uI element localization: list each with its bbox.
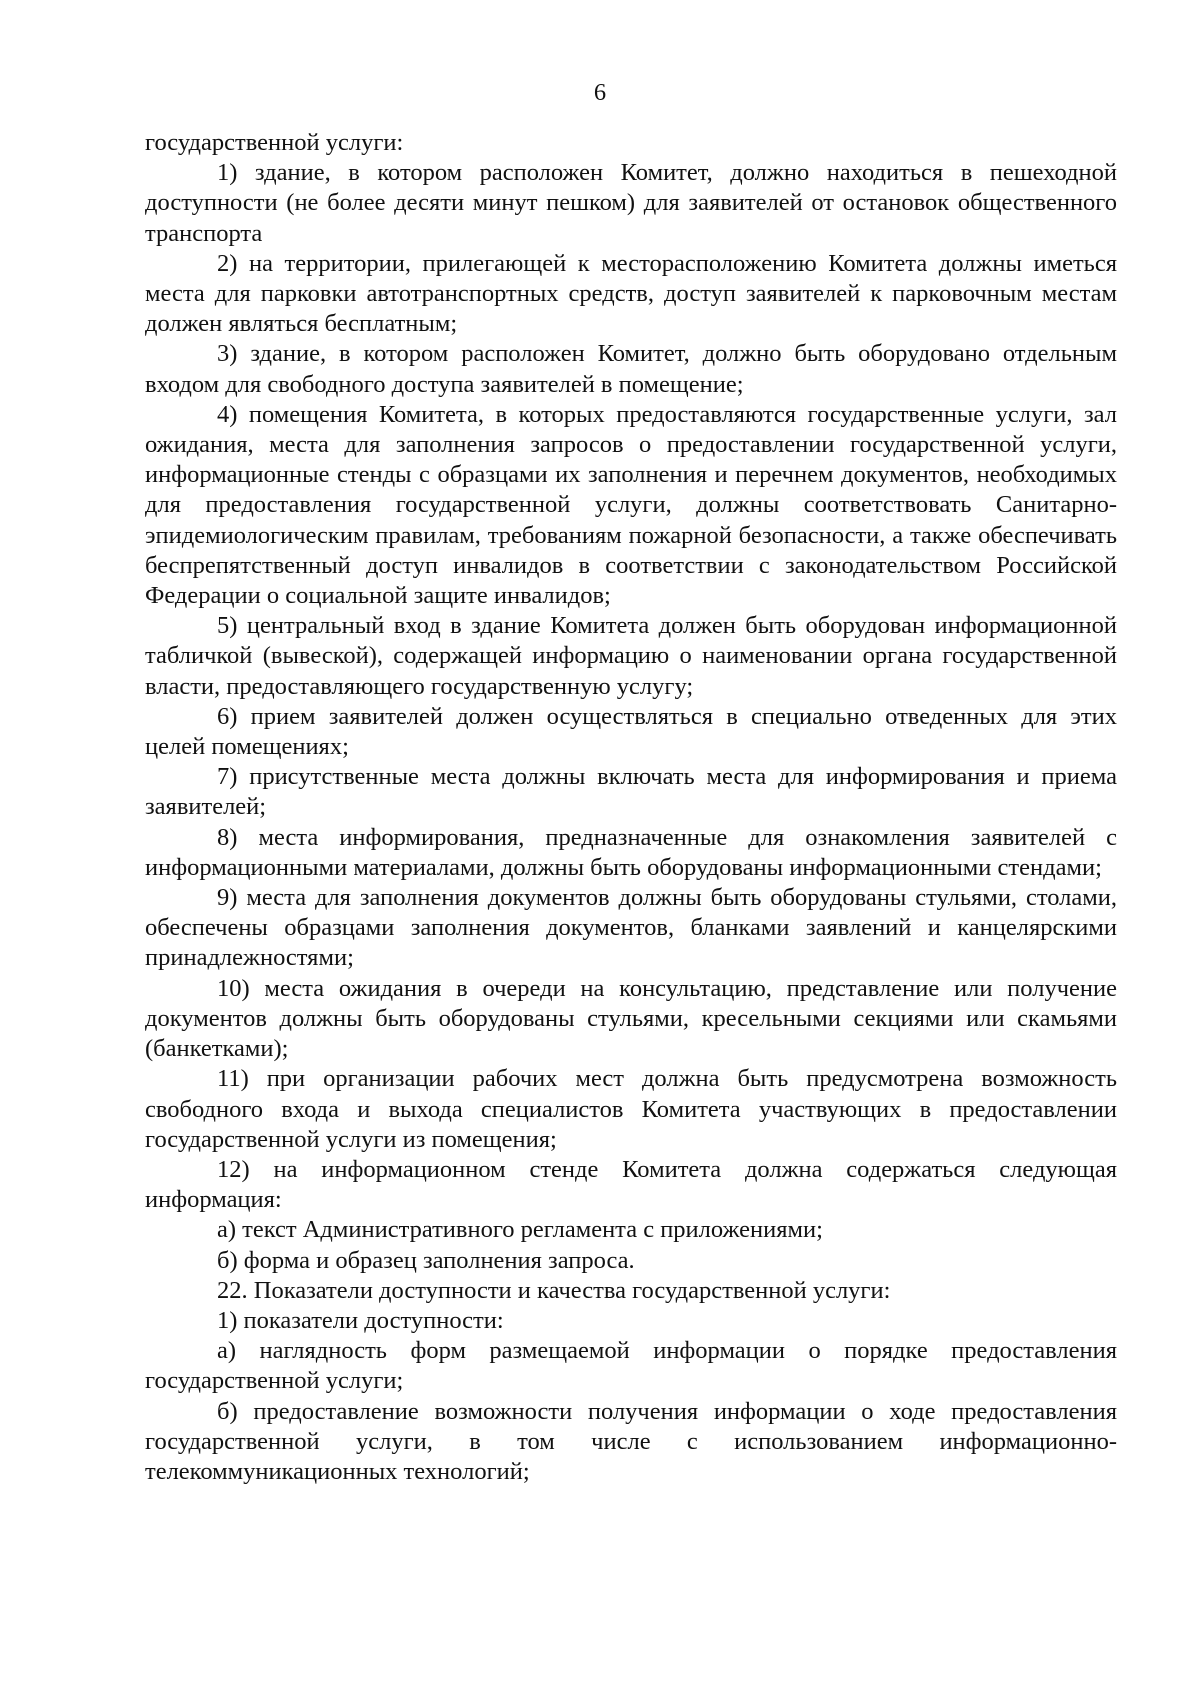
- section-22-heading: 22. Показатели доступности и качества государственной услуги:: [217, 1276, 891, 1304]
- sub-item-b: б) форма и образец заполнения запроса.: [217, 1246, 635, 1274]
- list-item-4: 4) помещения Комитета, в которых предоставляются государственные услуги, зал ожидания, места для заполнения запросов о предоставлении государственной услуги, информационные стенды с образцами их заполнения и перечнем документов, необходимых для предоставления государственной услуги, должны соответствовать Санитарно-эпидемиологическим правилам, требованиям пожарной безопасности, а также обеспечивать беспрепятственный доступ инвалидов в соответствии с законодательством Российской Федерации о социальной защите инвалидов;: [145, 400, 1117, 610]
- availability-sub-item-b: б) предоставление возможности получения информации о ходе предоставления государственной услуги, в том числе с использованием информационно-телекоммуникационных технологий;: [145, 1397, 1117, 1485]
- list-item-6: 6) прием заявителей должен осуществляться в специально отведенных для этих целей помещениях;: [145, 702, 1117, 761]
- list-item-9: 9) места для заполнения документов должны быть оборудованы стульями, столами, обеспечены образцами заполнения документов, бланками заявлений и канцелярскими принадлежностями;: [145, 884, 1117, 972]
- list-item-1: 1) здание, в котором расположен Комитет, должно находиться в пешеходной доступности (не более десяти минут пешком) для заявителей от остановок общественного транспорта: [145, 159, 1117, 247]
- list-item-7: 7) присутственные места должны включать места для информирования и приема заявителей;: [145, 763, 1117, 821]
- list-item-5: 5) центральный вход в здание Комитета должен быть оборудован информационной табличкой (вывеской), содержащей информацию о наименовании органа государственной власти, предоставляющего государственную услугу;: [145, 612, 1117, 700]
- list-item-3: 3) здание, в котором расположен Комитет, должно быть оборудовано отдельным входом для свободного доступа заявителей в помещение;: [145, 340, 1117, 398]
- list-item-2: 2) на территории, прилегающей к месторасположению Комитета должны иметься места для парковки автотранспортных средств, доступ заявителей к парковочным местам должен являться бесплатным;: [145, 249, 1117, 338]
- list-item-8: 8) места информирования, предназначенные для ознакомления заявителей с информационными материалами, должны быть оборудованы информационными стендами;: [145, 823, 1117, 881]
- availability-sub-item-a: а) наглядность форм размещаемой информации о порядке предоставления государственной услуги;: [145, 1337, 1117, 1395]
- document-body: [145, 128, 1117, 1487]
- availability-indicators-item: 1) показатели доступности:: [217, 1306, 504, 1334]
- sub-item-a: а) текст Административного регламента с приложениями;: [217, 1216, 823, 1244]
- list-item-10: 10) места ожидания в очереди на консультацию, представление или получение документов должны быть оборудованы стульями, кресельными секциями или скамьями (банкетками);: [145, 974, 1117, 1063]
- list-item-12: 12) на информационном стенде Комитета должна содержаться следующая информация:: [145, 1155, 1117, 1214]
- list-item-11: 11) при организации рабочих мест должна быть предусмотрена возможность свободного входа и выхода специалистов Комитета участвующих в предоставлении государственной услуги из помещения;: [145, 1065, 1117, 1153]
- page-number: 6: [593, 79, 607, 106]
- paragraph-continuation: государственной услуги:: [145, 129, 404, 156]
